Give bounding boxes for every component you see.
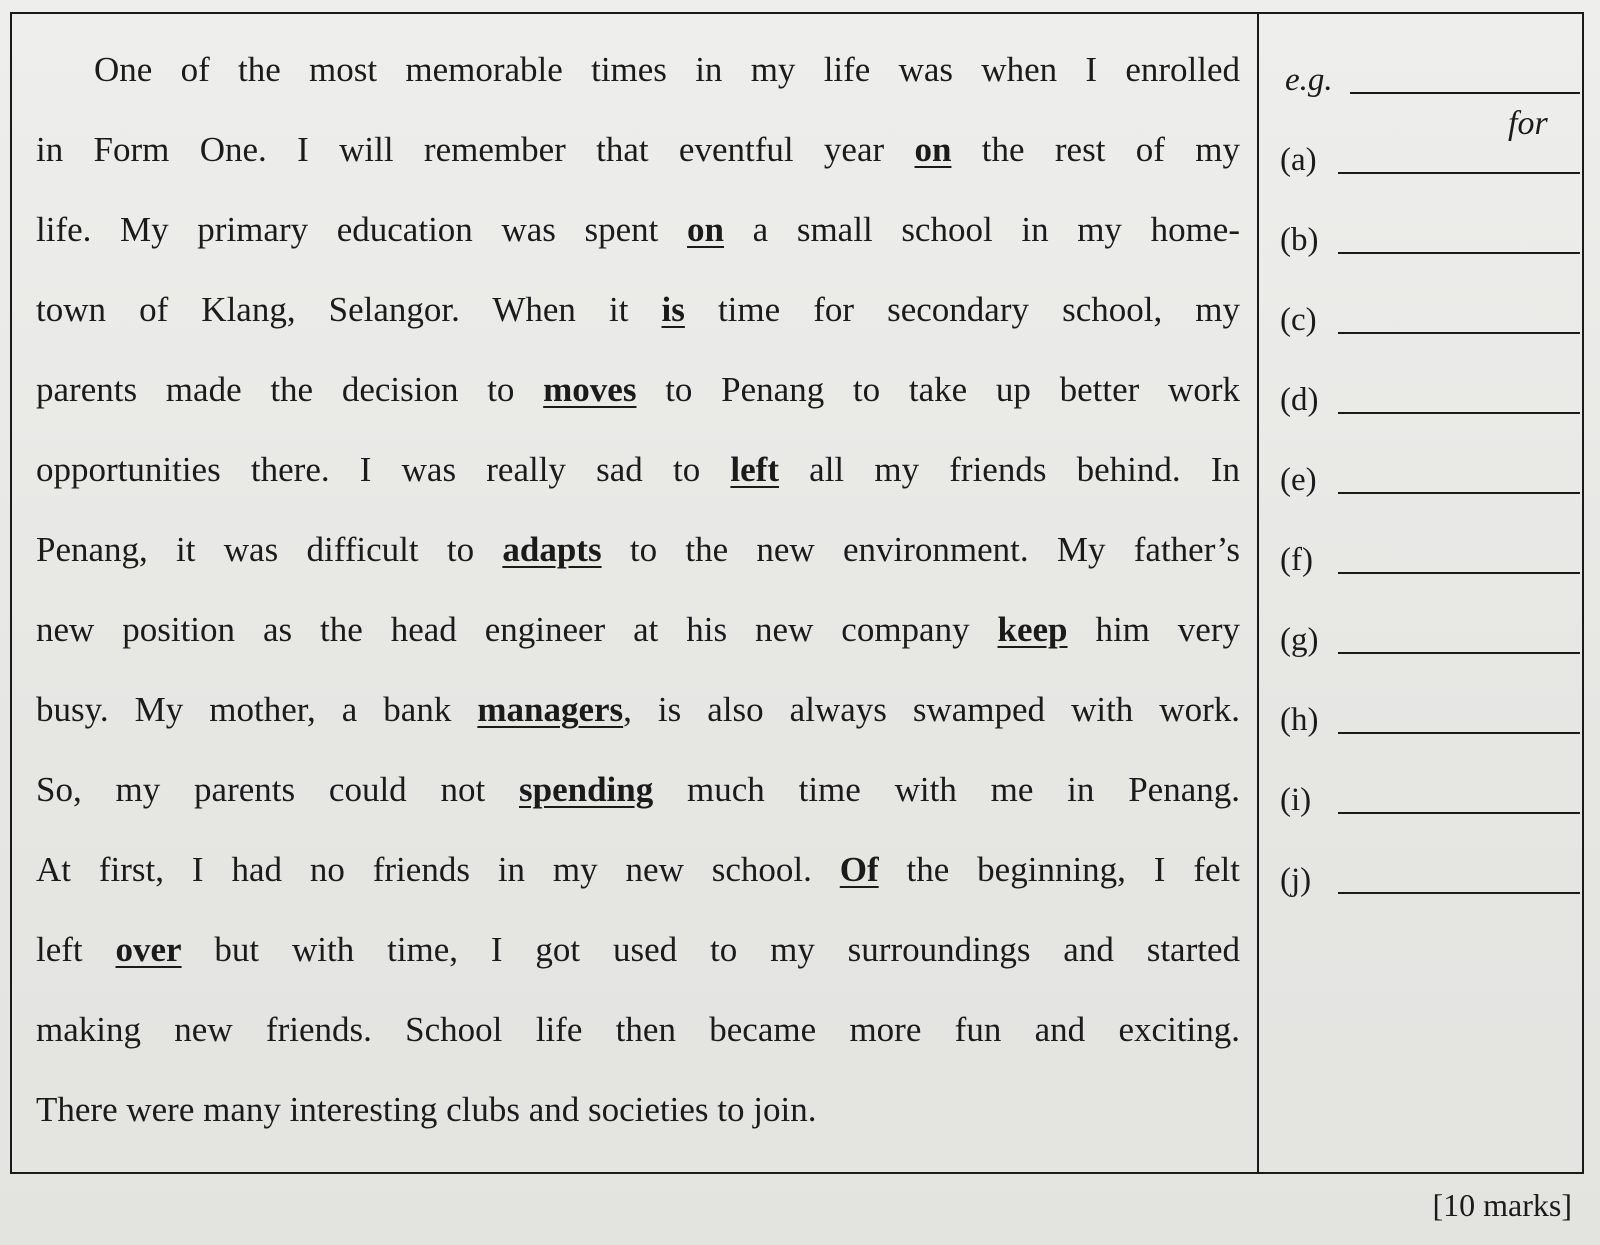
- answer-label: (j): [1280, 862, 1312, 898]
- passage-line: [36, 830, 1240, 910]
- answer-row: [1280, 110, 1580, 190]
- error-word: Of: [839, 850, 879, 889]
- answer-line[interactable]: [1338, 892, 1580, 894]
- passage-text-segment: left: [36, 930, 116, 969]
- passage-text-segment: making new friends. School life then became more fun and exciting.: [36, 1010, 1240, 1049]
- example-answer: for: [1508, 105, 1548, 142]
- passage-line: [36, 590, 1240, 670]
- answer-line[interactable]: [1338, 412, 1580, 414]
- passage-text-segment: At first, I had no friends in my new school.: [36, 850, 840, 889]
- answer-row: [1280, 270, 1580, 350]
- passage-line: [36, 910, 1240, 990]
- passage-text-segment: but with time, I got used to my surroundings and started: [181, 930, 1240, 969]
- passage-line: [36, 1070, 1240, 1150]
- answer-label: (a): [1280, 142, 1317, 178]
- example-label: e.g.: [1285, 62, 1333, 98]
- error-word: managers: [477, 690, 624, 729]
- passage-text-segment: , is also always swamped with work.: [623, 690, 1240, 729]
- error-word: moves: [543, 370, 637, 409]
- passage-text-segment: the rest of my: [951, 130, 1240, 169]
- passage-text-segment: to Penang to take up better work: [636, 370, 1240, 409]
- passage-text-segment: opportunities there. I was really sad to: [36, 450, 731, 489]
- passage-line: [36, 990, 1240, 1070]
- answer-line[interactable]: [1338, 652, 1580, 654]
- answer-column: [1280, 30, 1580, 910]
- passage-line: [36, 350, 1240, 430]
- answer-row: [1280, 670, 1580, 750]
- passage-text-segment: life. My primary education was spent: [36, 210, 688, 249]
- answer-line[interactable]: [1338, 172, 1580, 174]
- answer-row: [1280, 350, 1580, 430]
- error-word: spending: [518, 770, 654, 809]
- passage-text-segment: much time with me in Penang.: [653, 770, 1240, 809]
- passage-text-segment: him very: [1067, 610, 1241, 649]
- passage-text-segment: town of Klang, Selangor. When it: [36, 290, 662, 329]
- answer-line[interactable]: [1338, 732, 1580, 734]
- answer-label: (i): [1280, 782, 1312, 818]
- answer-line[interactable]: [1338, 572, 1580, 574]
- answer-label: (d): [1280, 382, 1319, 418]
- marks-label: [10 marks]: [1432, 1187, 1572, 1223]
- error-word: on: [687, 210, 725, 249]
- error-word: adapts: [502, 530, 602, 569]
- answer-line[interactable]: [1338, 332, 1580, 334]
- passage-line: [36, 30, 1240, 110]
- answer-label: (b): [1280, 222, 1319, 258]
- passage-line: [36, 190, 1240, 270]
- error-word: on: [914, 130, 952, 169]
- answer-line[interactable]: [1338, 812, 1580, 814]
- answer-line[interactable]: [1350, 92, 1580, 142]
- passage-text-segment: There were many interesting clubs and societies to join.: [36, 1090, 817, 1129]
- error-word: over: [115, 930, 182, 969]
- error-word: keep: [997, 610, 1068, 649]
- passage-text-segment: busy. My mother, a bank: [36, 690, 478, 729]
- answer-row: [1280, 750, 1580, 830]
- passage-line: [36, 110, 1240, 190]
- answer-line[interactable]: [1338, 492, 1580, 494]
- error-word: is: [661, 290, 685, 329]
- answer-row: [1280, 830, 1580, 910]
- answer-row: [1280, 590, 1580, 670]
- passage-text-segment: a small school in my home-: [724, 210, 1240, 249]
- answer-label: (g): [1280, 622, 1319, 658]
- answer-row: [1280, 430, 1580, 510]
- passage-text-segment: in Form One. I will remember that eventful year: [36, 130, 915, 169]
- answer-row: [1280, 190, 1580, 270]
- passage-text-segment: new position as the head engineer at his new company: [36, 610, 998, 649]
- passage-text-segment: parents made the decision to: [36, 370, 544, 409]
- passage-line: [36, 510, 1240, 590]
- passage-text-segment: the beginning, I felt: [878, 850, 1240, 889]
- passage-line: [36, 430, 1240, 510]
- passage-text-segment: So, my parents could not: [36, 770, 519, 809]
- example-row: [1280, 30, 1580, 142]
- answer-row: [1280, 510, 1580, 590]
- passage-line: [36, 750, 1240, 830]
- passage-text-segment: time for secondary school, my: [684, 290, 1240, 329]
- error-word: left: [730, 450, 779, 489]
- passage-line: [36, 270, 1240, 350]
- passage-text-segment: Penang, it was difficult to: [36, 530, 503, 569]
- answer-line[interactable]: [1338, 252, 1580, 254]
- passage-text: [36, 30, 1240, 1150]
- passage-text-segment: all my friends behind. In: [778, 450, 1241, 489]
- answer-label: (c): [1280, 302, 1317, 338]
- passage-line: [36, 670, 1240, 750]
- passage-text-segment: to the new environment. My father’s: [601, 530, 1241, 569]
- passage-text-segment: One of the most memorable times in my life was when I enrolled: [94, 50, 1240, 89]
- answer-label: (f): [1280, 542, 1313, 578]
- column-divider: [1257, 12, 1259, 1174]
- answer-label: (h): [1280, 702, 1319, 738]
- answer-label: (e): [1280, 462, 1317, 498]
